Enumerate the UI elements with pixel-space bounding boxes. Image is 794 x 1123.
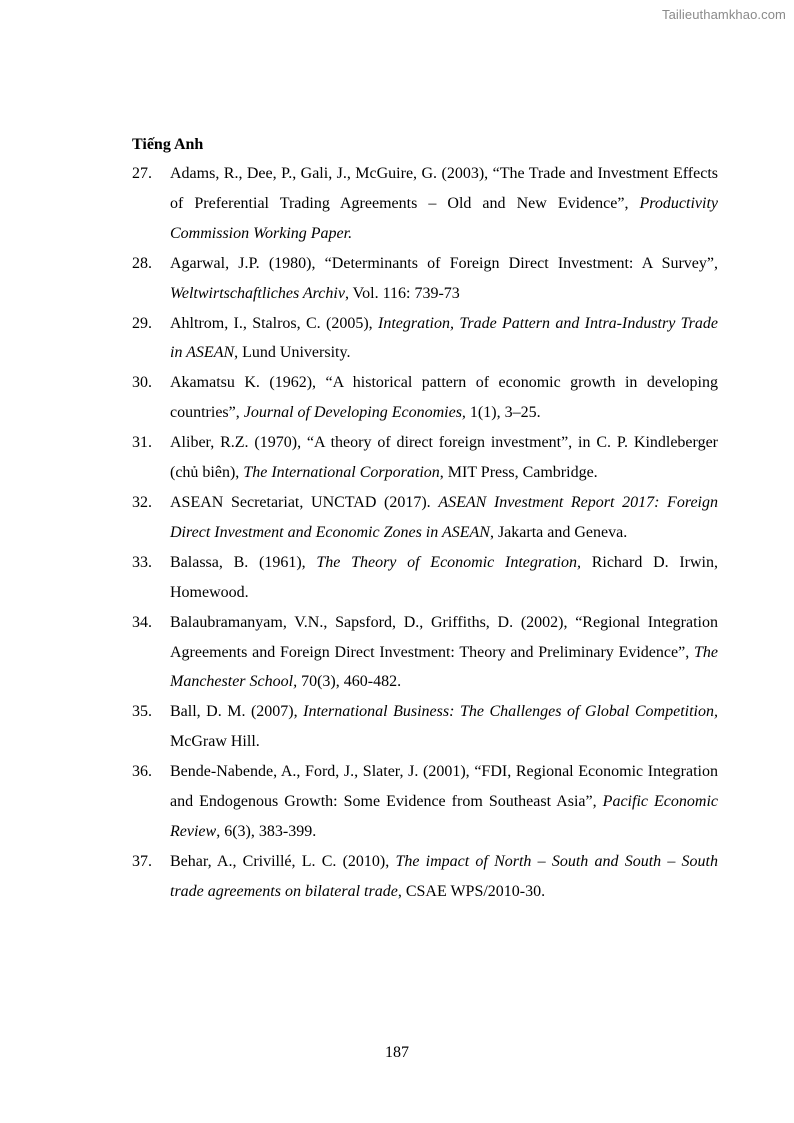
reference-title-italic: Weltwirtschaftliches Archiv [170, 284, 345, 302]
page-number: 187 [385, 1044, 409, 1061]
reference-title-italic: The Theory of Economic Integration, [316, 553, 581, 571]
reference-number: 34. [132, 613, 152, 631]
reference-title-italic: International Business: The Challenges of Global Competition, [303, 703, 718, 721]
reference-text: , MIT Press, Cambridge. [439, 464, 598, 482]
reference-text: Adams, R., Dee, P., Gali, J., McGuire, G. (2003), “The Trade and Investment Effects of Preferential Trading Agreements – Old and New Evidence”, [170, 165, 718, 212]
reference-number: 28. [132, 254, 152, 272]
reference-text: Balassa, B. (1961), [170, 553, 317, 571]
reference-text: , CSAE WPS/2010-30. [397, 882, 546, 900]
reference-text: Behar, A., Crivillé, L. C. (2010), [170, 852, 396, 870]
reference-text: Balaubramanyam, V.N., Sapsford, D., Griffiths, D. (2002), “Regional Integration Agreements and Foreign Direct Investment: Theory and Preliminary Evidence”, [170, 613, 718, 661]
reference-text: Akamatsu K. (1962), “A historical pattern of economic growth in developing countries”, [170, 374, 718, 422]
reference-number: 37. [132, 852, 152, 870]
section-heading: Tiếng Anh [132, 136, 204, 153]
reference-item [132, 548, 718, 608]
reference-number: 32. [132, 493, 152, 511]
reference-text: McGraw Hill. [170, 733, 260, 751]
reference-text: 70(3), 460-482. [297, 673, 402, 691]
reference-text: Agarwal, J.P. (1980), “Determinants of Foreign Direct Investment: A Survey”, [170, 254, 718, 272]
reference-title-italic: Productivity Commission Working Paper. [170, 194, 718, 242]
reference-title-italic: ASEAN Investment Report 2017: Foreign Direct Investment and Economic Zones in ASEAN [170, 493, 718, 541]
reference-item [132, 249, 718, 309]
reference-item [132, 488, 718, 548]
reference-text: Richard D. Irwin, Homewood. [170, 553, 718, 601]
reference-text: Ball, D. M. (2007), [170, 703, 304, 721]
reference-text: Bende-Nabende, A., Ford, J., Slater, J. (2001), “FDI, Regional Economic Integration and Endogenous Growth: Some Evidence from Southeast Asia”, [170, 763, 718, 811]
reference-title-italic: The impact of North – South and South – South trade agreements on bilateral trade [170, 852, 719, 900]
reference-item [132, 309, 718, 369]
reference-text: ASEAN Secretariat, UNCTAD (2017). [170, 493, 439, 511]
reference-item [132, 159, 718, 249]
reference-title-italic: Journal of Developing Economies, [243, 404, 466, 422]
reference-title-italic: The International Corporation [243, 464, 440, 482]
reference-number: 33. [132, 553, 152, 571]
reference-number: 36. [132, 763, 152, 781]
reference-item [132, 847, 718, 907]
reference-number: 29. [132, 314, 152, 332]
reference-text: , Jakarta and Geneva. [489, 523, 628, 541]
reference-number: 35. [132, 703, 152, 721]
reference-title-italic: Integration, Trade Pattern and Intra-Industry Trade in ASEAN [170, 314, 719, 362]
reference-item [132, 368, 718, 428]
reference-number: 30. [132, 374, 152, 392]
watermark: Tailieuthamkhao.com [661, 7, 786, 22]
reference-text: , Vol. 116: 739-73 [344, 284, 460, 302]
reference-list [132, 159, 718, 907]
reference-item [132, 697, 718, 757]
reference-text: , Lund University. [234, 344, 351, 362]
reference-text: 1(1), 3–25. [465, 404, 541, 422]
reference-number: 27. [132, 165, 152, 182]
reference-number: 31. [132, 434, 152, 452]
reference-title-italic: The Manchester School, [170, 643, 718, 691]
reference-text: , 6(3), 383-399. [216, 822, 317, 840]
reference-item [132, 757, 718, 847]
reference-item [132, 428, 718, 488]
reference-item [132, 608, 718, 698]
reference-text: Aliber, R.Z. (1970), “A theory of direct foreign investment”, in C. P. Kindleberger (chủ biên), [170, 434, 718, 482]
reference-title-italic: Pacific Economic Review [170, 793, 718, 840]
reference-text: Ahltrom, I., Stalros, C. (2005), [170, 314, 378, 332]
